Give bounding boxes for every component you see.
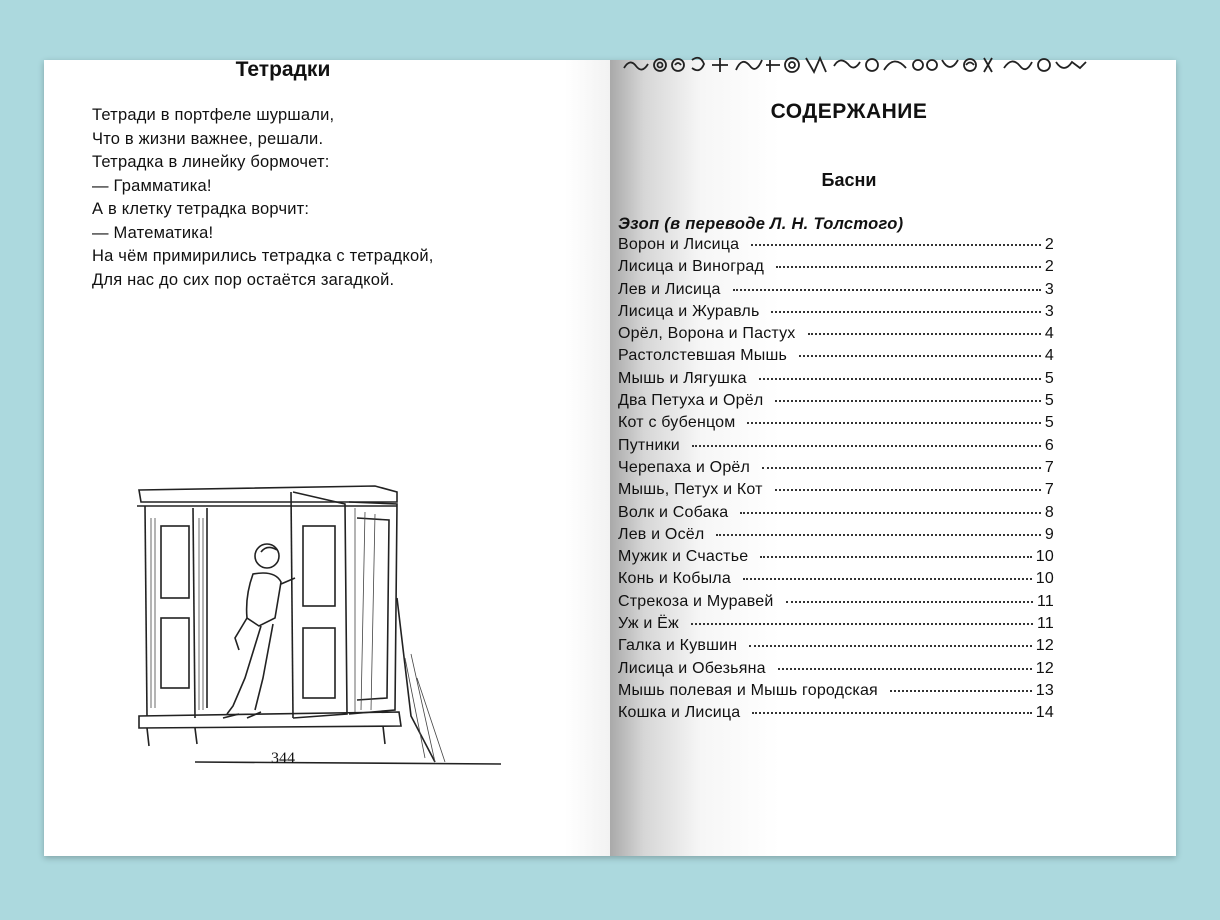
toc-entry-title: Черепаха и Орёл	[618, 458, 751, 476]
section-title: Басни	[821, 170, 877, 190]
toc-entry-title: Растолстевшая Мышь	[618, 347, 788, 365]
toc-leader-dots	[890, 690, 1032, 692]
toc-entry-page: 10	[1035, 548, 1054, 566]
toc-entry-title: Два Петуха и Орёл	[618, 392, 764, 410]
toc-entry-title: Уж и Ёж	[618, 615, 679, 633]
toc-leader-dots	[776, 266, 1041, 268]
toc-entry[interactable]	[618, 704, 1054, 726]
poem-line: Тетради в портфеле шуршали,	[92, 106, 335, 124]
poem-line: Что в жизни важнее, решали.	[92, 129, 324, 148]
toc-leader-dots	[775, 489, 1041, 491]
toc-entry[interactable]	[618, 481, 1054, 503]
toc-entry-page: 12	[1035, 637, 1054, 655]
toc-entry-page: 2	[1044, 258, 1054, 276]
toc-leader-dots	[751, 244, 1041, 246]
poem-line: На чём примирились тетрадка с тетрадкой,	[92, 247, 434, 265]
toc-entry-title: Волк и Собака	[618, 503, 729, 521]
poem-title: Тетрадки	[235, 58, 331, 81]
toc-entry[interactable]	[618, 303, 1054, 325]
toc-entry-page: 11	[1036, 615, 1054, 633]
boy-in-wardrobe-illustration	[135, 478, 505, 768]
poem	[92, 104, 434, 292]
toc-leader-dots	[786, 601, 1033, 603]
toc-entry-page: 13	[1035, 681, 1054, 699]
toc-entry-title: Кошка и Лисица	[618, 704, 741, 722]
author-heading: Эзоп (в переводе Л. Н. Толстого)	[618, 215, 904, 233]
toc-entry-page: 9	[1044, 525, 1054, 543]
toc-entry[interactable]	[618, 258, 1054, 280]
toc-entry-title: Лев и Лисица	[618, 280, 721, 298]
poem-line: А в клетку тетрадка ворчит:	[92, 200, 310, 218]
toc-entry-title: Лисица и Виноград	[618, 258, 764, 276]
toc-leader-dots	[762, 467, 1041, 469]
toc-entry-page: 3	[1044, 302, 1054, 320]
poem-line: — Грамматика!	[92, 176, 212, 195]
toc-entry[interactable]	[618, 615, 1054, 637]
toc-entry-title: Ворон и Лисица	[618, 236, 740, 253]
toc-entry-title: Кот с бубенцом	[618, 414, 736, 432]
toc-entry[interactable]	[618, 637, 1054, 659]
toc-entry-page: 3	[1044, 280, 1054, 298]
toc-entry[interactable]	[618, 548, 1054, 570]
toc-entry[interactable]	[618, 570, 1054, 592]
toc-leader-dots	[808, 333, 1041, 335]
toc-leader-dots	[799, 355, 1041, 357]
toc-leader-dots	[733, 289, 1041, 291]
toc-leader-dots	[760, 556, 1031, 558]
toc-leader-dots	[752, 712, 1031, 714]
toc-entry-page: 8	[1044, 503, 1054, 521]
toc-leader-dots	[691, 623, 1033, 625]
toc-leader-dots	[775, 400, 1040, 402]
toc-leader-dots	[747, 422, 1040, 424]
toc-leader-dots	[778, 668, 1032, 670]
toc-entry-title: Стрекоза и Муравей	[618, 592, 774, 610]
toc-entry-page: 12	[1035, 659, 1054, 677]
toc-entry[interactable]	[618, 526, 1054, 548]
toc-entry[interactable]	[618, 414, 1054, 436]
toc-entry-title: Мышь полевая и Мышь городская	[618, 681, 878, 699]
toc-entry-page: 5	[1044, 414, 1054, 432]
poem-line: Для нас до сих пор остаётся загадкой.	[92, 270, 395, 289]
toc-entry-page: 5	[1044, 369, 1054, 387]
toc-entry-page: 5	[1044, 392, 1054, 410]
toc-entry[interactable]	[618, 682, 1054, 704]
toc-entry-title: Мышь, Петух и Кот	[618, 481, 763, 499]
toc-entry-page: 10	[1035, 570, 1054, 588]
toc-entry-title: Галка и Кувшин	[618, 637, 738, 655]
toc-leader-dots	[692, 445, 1041, 447]
toc-leader-dots	[759, 378, 1041, 380]
toc-entry-page: 6	[1044, 436, 1054, 454]
toc-entry[interactable]	[618, 325, 1054, 347]
toc-leader-dots	[749, 645, 1031, 647]
toc-entry-page: 4	[1044, 347, 1054, 365]
toc-entry[interactable]	[618, 459, 1054, 481]
toc-entry-page: 4	[1044, 325, 1054, 343]
toc-leader-dots	[716, 534, 1040, 536]
toc-entry-title: Мышь и Лягушка	[618, 369, 747, 387]
toc-entry[interactable]	[618, 593, 1054, 615]
toc-entry[interactable]	[618, 347, 1054, 369]
toc-leader-dots	[740, 512, 1041, 514]
toc-entry[interactable]	[618, 281, 1054, 303]
toc-entry-page: 7	[1044, 458, 1054, 476]
toc-list	[618, 236, 1054, 727]
decorative-ornament-icon	[620, 52, 1090, 78]
toc-entry-title: Конь и Кобыла	[618, 570, 731, 588]
toc-entry-title: Орёл, Ворона и Пастух	[618, 325, 796, 343]
toc-entry-title: Лисица и Обезьяна	[618, 659, 766, 677]
toc-entry-page: 2	[1044, 236, 1054, 253]
toc-entry-page: 14	[1035, 704, 1054, 722]
toc-title: СОДЕРЖАНИЕ	[770, 100, 928, 123]
toc-entry-title: Путники	[618, 436, 680, 454]
toc-entry-title: Мужик и Счастье	[618, 548, 749, 566]
toc-entry[interactable]	[618, 437, 1054, 459]
toc-entry-title: Лисица и Журавль	[618, 302, 760, 320]
toc-entry[interactable]	[618, 236, 1054, 258]
toc-leader-dots	[771, 311, 1040, 313]
toc-entry-page: 7	[1044, 481, 1054, 499]
toc-entry[interactable]	[618, 660, 1054, 682]
toc-entry[interactable]	[618, 370, 1054, 392]
toc-entry-title: Лев и Осёл	[618, 525, 705, 543]
toc-entry[interactable]	[618, 504, 1054, 526]
poem-line: Тетрадка в линейку бормочет:	[92, 153, 330, 171]
page-number: 344	[271, 750, 295, 767]
poem-line: — Математика!	[92, 223, 214, 242]
toc-entry-page: 11	[1036, 592, 1054, 610]
toc-entry[interactable]	[618, 392, 1054, 414]
toc-leader-dots	[743, 578, 1032, 580]
